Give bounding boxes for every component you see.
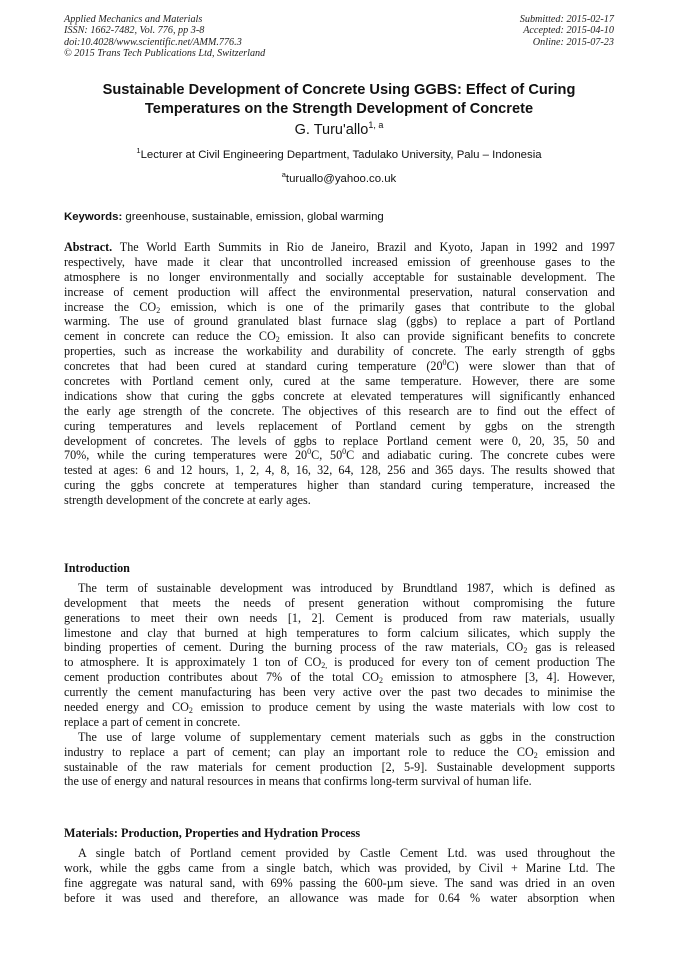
abstract-line: concretes that had been cured at standard curing temperature $(20^0C)$ were slower than that of bbox=[64, 358, 615, 374]
author-name: G. Turu'allo bbox=[294, 122, 369, 138]
abstract-line: the early age strength of the concrete. The objectives of this research are to find out the effect of bbox=[64, 403, 615, 418]
email-text[interactable]: turuallo@yahoo.co.uk bbox=[285, 173, 397, 185]
intro-line: The term of sustainable development was introduced by Brundtland 1987, which is defined as bbox=[78, 580, 615, 595]
affiliation-sup: 1 bbox=[136, 146, 141, 155]
abstract-line: respectively, have made it clear that uncontrolled increased emission of greenhouse gases to the bbox=[64, 254, 615, 269]
affiliation-text: Lecturer at Civil Engineering Department, Tadulako University, Palu – Indonesia bbox=[140, 149, 542, 161]
materials-line: fine aggregate was natural sand, with 69% passing the 600-µm sieve. The sand was dried in an oven bbox=[64, 875, 615, 890]
intro-line: sustainable of the raw materials for cement production [2, 5-9]. Sustainable development supports bbox=[64, 759, 615, 774]
abstract-line: 70%, while the curing temperatures were $20^0C$, $50^0C$ and adiabatic curing. The concrete cubes were bbox=[64, 447, 616, 463]
introduction-section bbox=[64, 561, 615, 789]
accepted-date: Accepted: 2015-04-10 bbox=[523, 25, 614, 37]
abstract-label: Abstract. bbox=[64, 240, 113, 254]
paper-title bbox=[60, 81, 618, 118]
email-sup: a bbox=[281, 170, 286, 179]
abstract-line: atmosphere is no longer environmentally and socially acceptable for sustainable development. The bbox=[64, 269, 615, 284]
materials-section bbox=[64, 826, 615, 905]
abstract-line: concretes with Portland cement only, cured at the same temperature. However, there are some bbox=[64, 374, 615, 389]
intro-line: The use of large volume of supplementary cement materials such as ggbs in the construction bbox=[78, 729, 615, 744]
abstract-line: tested at ages: 6 and 12 hours, 1, 2, 4, 8, 16, 32, 64, 128, 256 and 365 days. The results showed that bbox=[64, 463, 615, 478]
intro-line: to atmosphere. It is approximately 1 ton of $CO_{2,}$ is produced for every ton of cement production The bbox=[64, 655, 616, 671]
journal-info bbox=[64, 14, 265, 60]
intro-line: replace a part of cement in concrete. bbox=[64, 714, 241, 729]
abstract bbox=[64, 240, 615, 508]
author-sup: 1, a bbox=[368, 120, 384, 130]
abstract-line: increase of cement production will affect the environmental preservation, natural conservation and bbox=[64, 284, 615, 299]
keywords bbox=[64, 210, 616, 224]
abstract-line: properties, such as increase the workability and durability of concrete. The early strength of ggbs bbox=[64, 344, 615, 359]
abstract-line: curing the ggbs concrete at temperatures higher than standard curing temperature, increased the bbox=[64, 478, 615, 493]
materials-heading: Materials: Production, Properties and Hydration Process bbox=[64, 826, 361, 840]
intro-line: industry to replace a part of cement; can play an important role to reduce the $CO_2$ emission and bbox=[64, 744, 615, 760]
journal-name: Applied Mechanics and Materials bbox=[64, 14, 203, 25]
intro-line: limestone and clay that burned at high temperatures to form calcium silicates, which supply the bbox=[64, 625, 615, 640]
materials-line: before it was used and therefore, an allowance was made for 0.64 % water absorption when bbox=[64, 890, 615, 905]
abstract-line: increase the $CO_2$ emission, which is one of the primarily gases that contribute to the global bbox=[64, 299, 615, 315]
abstract-line: development of concretes. The levels of ggbs to replace Portland cement were 0, 20, 35, 50 and bbox=[64, 433, 615, 448]
keywords-text: greenhouse, sustainable, emission, global warming bbox=[125, 211, 384, 223]
intro-line: needed energy and $CO_2$ emission to produce cement by using the waste materials with low cost to bbox=[64, 700, 615, 716]
introduction-heading: Introduction bbox=[64, 561, 130, 575]
journal-doi[interactable]: doi:10.4028/www.scientific.net/AMM.776.3 bbox=[64, 36, 242, 48]
title-line-1: Sustainable Development of Concrete Using GGBS: Effect of Curing bbox=[102, 82, 576, 98]
abstract-line: warming. The use of ground granulated blast furnace slag (ggbs) to replace a part of Portland bbox=[64, 314, 615, 329]
publication-dates bbox=[520, 14, 614, 48]
journal-copyright: © 2015 Trans Tech Publications Ltd, Switzerland bbox=[64, 48, 266, 60]
author-email bbox=[60, 172, 618, 186]
abstract-line: cement in concrete can reduce the $CO_2$ emission. It also can provide significant benefits to concrete bbox=[64, 329, 615, 345]
submitted-date: Submitted: 2015-02-17 bbox=[519, 14, 614, 25]
abstract-line: indications show that curing the ggbs concrete at elevated temperatures will significantly enhanced bbox=[64, 388, 615, 403]
intro-line: the use of energy and natural resources in means that confirms long-term survival of human life. bbox=[64, 774, 532, 789]
abstract-line: curing temperatures and levels replacement of Portland cement by ggbs on the strength bbox=[64, 418, 615, 433]
title-line-2: Temperatures on the Strength Development of Concrete bbox=[144, 100, 534, 117]
author bbox=[60, 121, 618, 139]
affiliation bbox=[60, 148, 618, 162]
keywords-label: Keywords: bbox=[64, 211, 123, 223]
journal-issn: ISSN: 1662-7482, Vol. 776, pp 3-8 bbox=[64, 25, 205, 37]
abstract-line: Abstract. The World Earth Summits in Rio de Janeiro, Brazil and Kyoto, Japan in 1992 and 1997 bbox=[64, 240, 615, 254]
intro-line: generations to meet their own needs [1, 2]. Cement is produced from raw materials, usually bbox=[64, 610, 615, 625]
abstract-line: strength development of the concrete at early ages. bbox=[64, 493, 311, 508]
intro-line: currently the cement manufacturing has been very active over the past two decades to minimise the bbox=[64, 685, 615, 700]
intro-line: binding properties of cement. During the burning process of the raw materials, $CO_2$ gas is released bbox=[64, 640, 615, 656]
materials-line: work, while the ggbs came from a single batch, which was provided, by Civil + Marine Ltd. The bbox=[64, 860, 615, 875]
online-date: Online: 2015-07-23 bbox=[532, 36, 614, 48]
intro-line: cement production contributes about 7% of the total $CO_2$ emission to atmosphere [3, 4]. However, bbox=[64, 670, 615, 686]
materials-line: A single batch of Portland cement provided by Castle Cement Ltd. was used throughout the bbox=[78, 845, 615, 860]
intro-line: development that meets the needs of present generation without compromising the future bbox=[64, 595, 615, 610]
